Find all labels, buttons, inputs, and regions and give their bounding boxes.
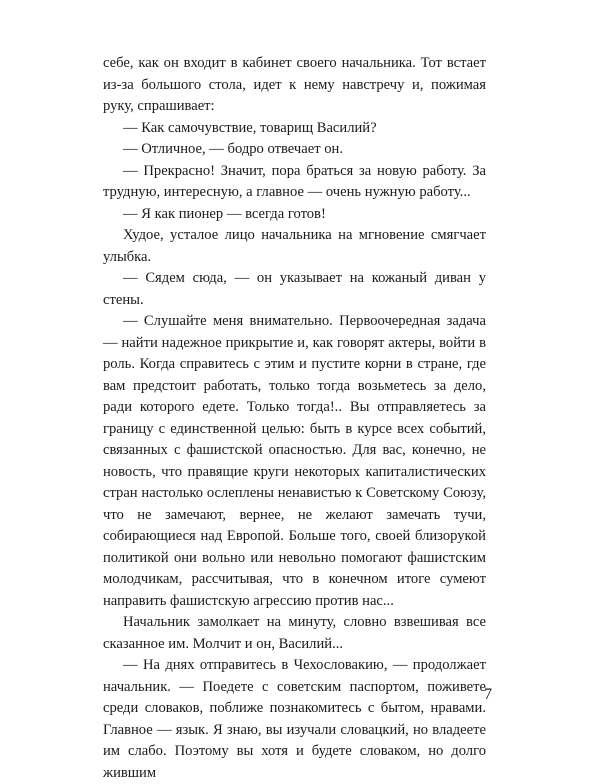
paragraph-6: Худое, усталое лицо начальника на мгновение смягчает улыбка. bbox=[103, 227, 486, 265]
paragraph-1: себе, как он входит в кабинет своего начальника. Тот встает из-за большого стола, идет к нему навстречу и, пожимая руку, спрашивает: bbox=[103, 55, 486, 114]
paragraph-10: — На днях отправитесь в Чехословакию, — продолжает начальник. — Поедете с советским паспортом, поживете среди словаков, поближе познакомитесь с бытом, нравами. Главное — язык. Я знаю, вы изучали словацкий, но владеете им слабо. Поэтому вы хотя и будете словаком, но долго жившим bbox=[103, 657, 486, 781]
paragraph-8: — Слушайте меня внимательно. Первоочередная задача — найти надежное прикрытие и, как говорят актеры, войти в роль. Когда справитесь с этим и пустите корни в стране, где вам предстоит работать, только тогда возьметесь за дело, ради которого едете. Только тогда!.. Вы отправляетесь за границу с единственной целью: быть в курсе всех событий, связанных с фашистской опасностью. Для вас, конечно, не новость, что правящие круги некоторых капиталистических стран настолько ослеплены ненавистью к Советскому Союзу, что не замечают, вернее, не желают замечать тучи, собирающиеся над Европой. Больше того, своей близорукой политикой они вольно или невольно помогают фашистским молодчикам, рассчитывая, что в конечном итоге сумеют направить фашистскую агрессию против нас... bbox=[103, 313, 486, 609]
body-text bbox=[103, 53, 486, 784]
paragraph-7: — Сядем сюда, — он указывает на кожаный диван у стены. bbox=[103, 270, 486, 308]
paragraph-9: Начальник замолкает на минуту, словно взвешивая все сказанное им. Молчит и он, Василий... bbox=[103, 614, 486, 652]
paragraph-2: — Как самочувствие, товарищ Василий? bbox=[123, 119, 377, 136]
page-number: 7 bbox=[484, 686, 492, 703]
paragraph-4: — Прекрасно! Значит, пора браться за новую работу. За трудную, интересную, а главное — очень нужную работу... bbox=[103, 162, 486, 200]
paragraph-5: — Я как пионер — всегда готов! bbox=[123, 205, 326, 222]
paragraph-3: — Отличное, — бодро отвечает он. bbox=[123, 141, 343, 157]
